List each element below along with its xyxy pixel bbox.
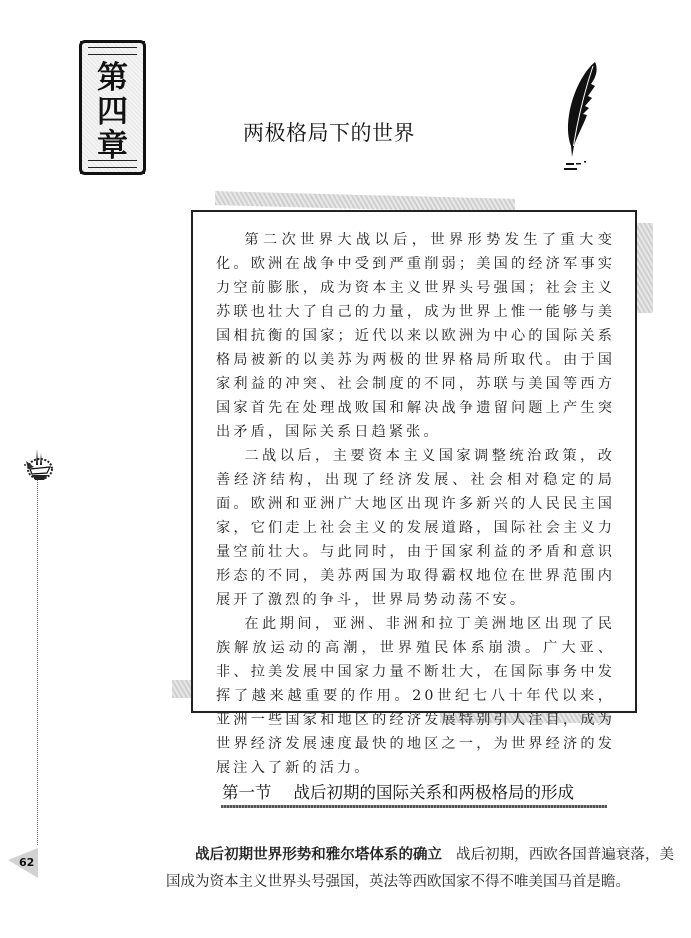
- section-underline: [221, 805, 607, 808]
- badge-corner: [138, 167, 145, 174]
- intro-paragraph: 第二次世界大战以后，世界形势发生了重大变化。欧洲在战争中受到严重削弱；美国的经济军事实力空前膨胀，成为资本主义世界头号强国；社会主义苏联也壮大了自己的力量，成为世界上惟一能够与美国相抗衡的国家；近代以来以欧洲为中心的国际关系格局被新的以美苏为两极的世界格局所取代。由于国家利益的冲突、社会制度的不同，苏联与美国等西方国家首先在处理战败国和解决战争遗留问题上产生突出矛盾，国际关系日趋紧张。: [216, 232, 615, 440]
- subsection-lead: 战后初期世界形势和雅尔塔体系的确立: [195, 847, 443, 863]
- chapter-intro-box: [191, 210, 637, 776]
- chapter-char: 第: [97, 60, 128, 96]
- chapter-title: 两极格局下的世界: [243, 121, 415, 145]
- badge-corner: [80, 167, 87, 174]
- body-sentence: 战后初期，西欧各国普遍衰落，美国成为资本主义世界头号强国，英法等西欧国家不得不唯美国马首是瞻。: [166, 847, 674, 890]
- quill-pen-icon: [555, 60, 605, 175]
- chapter-char: 章: [97, 128, 128, 164]
- section-number: 第一节: [222, 783, 272, 802]
- body-text: [166, 842, 674, 896]
- section-title: 战后初期的国际关系和两极格局的形成: [293, 783, 574, 802]
- page-number: 62: [19, 856, 35, 869]
- badge-corner: [80, 41, 87, 48]
- intro-paragraph: 在此期间，亚洲、非洲和拉丁美洲地区出现了民族解放运动的高潮，世界殖民体系崩溃。广大亚、非、拉美发展中国家力量不断壮大，在国际事务中发挥了越来越重要的作用。20世纪七八十年代以来，亚洲一些国家和地区的经济发展特别引人注目，成为世界经济发展速度最快的地区之一，为世界经济的发展注入了新的活力。: [216, 616, 615, 776]
- badge-corner: [138, 41, 145, 48]
- chapter-number: [82, 61, 143, 163]
- intro-paragraph: 二战以后，主要资本主义国家调整统治政策，改善经济结构，出现了经济发展、社会相对稳定的局面。欧洲和亚洲广大地区出现许多新兴的人民民主国家，它们走上社会主义的发展道路，国际社会主义力量空前壮大。与此同时，由于国家利益的矛盾和意识形态的不同，美苏两国为取得霸权地位在世界范围内展开了激烈的争斗，世界局势动荡不安。: [216, 448, 615, 608]
- chapter-char: 四: [97, 94, 128, 130]
- box-shadow-decoration: [635, 223, 653, 313]
- section-heading: [222, 779, 607, 803]
- margin-dotted-line: [37, 480, 38, 845]
- box-shadow-decoration: [172, 680, 192, 698]
- chapter-badge: [79, 40, 146, 175]
- ship-ornament-icon: [20, 447, 56, 485]
- body-paragraph: [166, 842, 674, 896]
